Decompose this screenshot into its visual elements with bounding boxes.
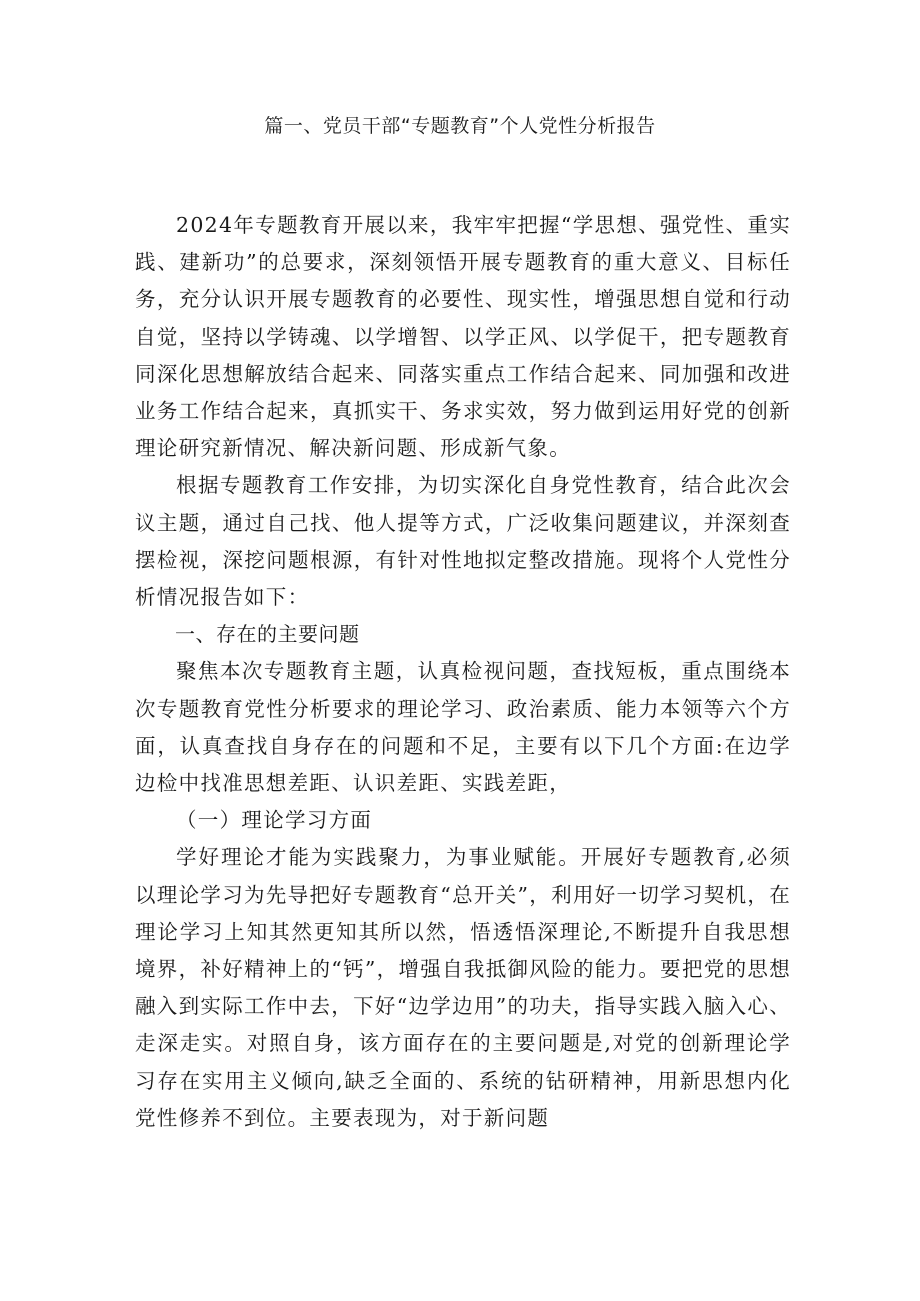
subsection-heading: （一）理论学习方面: [176, 808, 373, 833]
section-heading: 一、存在的主要问题: [175, 622, 360, 647]
document-body: [135, 207, 791, 1137]
section-paragraph: 聚焦本次专题教育主题，认真检视问题，查找短板，重点围绕本次专题教育党性分析要求的理论学习、政治素质、能力本领等六个方面，认真查找自身存在的问题和不足，主要有以下几个方面:在边学边检中找准思想差距、认识差距、实践差距，: [135, 659, 791, 796]
intro-paragraph: 2024年专题教育开展以来，我牢牢把握“学思想、强党性、重实践、建新功”的总要求，深刻领悟开展专题教育的重大意义、目标任务，充分认识开展专题教育的必要性、现实性，增强思想自觉和行动自觉，坚持以学铸魂、以学增智、以学正风、以学促干，把专题教育同深化思想解放结合起来、同落实重点工作结合起来、同加强和改进业务工作结合起来，真抓实干、务求实效，努力做到运用好党的创新理论研究新情况、解决新问题、形成新气象。: [135, 213, 791, 461]
subsection-paragraph: 学好理论才能为实践聚力，为事业赋能。开展好专题教育,必须以理论学习为先导把好专题教育“总开关”，利用好一切学习契机，在理论学习上知其然更知其所以然，悟透悟深理论,不断提升自我思想境界，补好精神上的“钙”，增强自我抵御风险的能力。要把党的思想融入到实际工作中去，下好“边学边用”的功夫，指导实践入脑入心、走深走实。对照自身，该方面存在的主要问题是,对党的创新理论学习存在实用主义倾向,缺乏全面的、系统的钻研精神，用新思想内化党性修养不到位。主要表现为，对于新问题: [135, 845, 791, 1130]
background-paragraph: 根据专题教育工作安排，为切实深化自身党性教育，结合此次会议主题，通过自己找、他人提等方式，广泛收集问题建议，并深刻查摆检视，深挖问题根源，有针对性地拟定整改措施。现将个人党性分析情况报告如下：: [135, 473, 791, 610]
document-title: 篇一、党员干部“专题教育”个人党性分析报告: [264, 115, 656, 137]
